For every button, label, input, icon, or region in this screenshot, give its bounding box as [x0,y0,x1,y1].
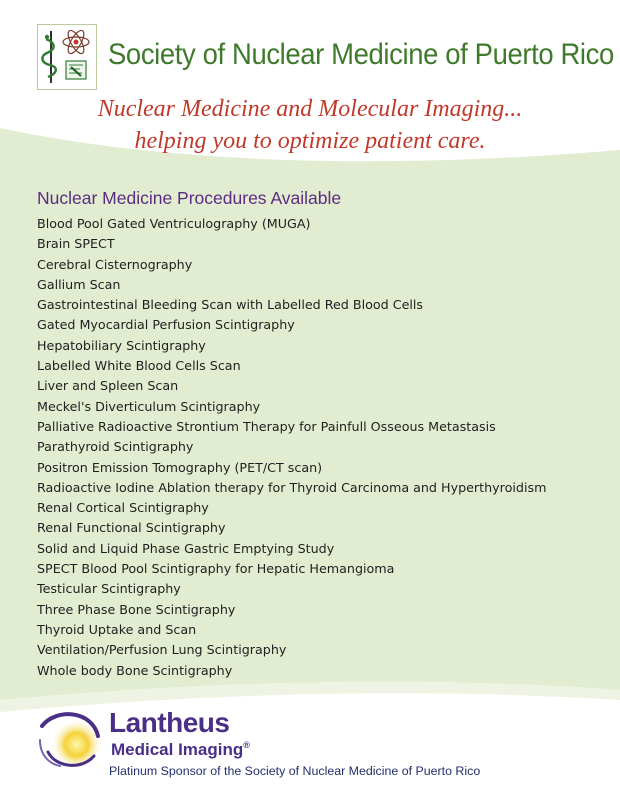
list-item: Hepatobiliary Scintigraphy [37,337,206,353]
lantheus-swirl-icon [36,706,106,772]
list-item: Gastrointestinal Bleeding Scan with Labelled Red Blood Cells [37,297,424,313]
tagline-line-1: Nuclear Medicine and Molecular Imaging... [97,96,523,122]
society-logo [37,24,97,90]
organization-title: Society of Nuclear Medicine of Puerto Rico [108,38,614,71]
list-item: Whole body Bone Scintigraphy [37,662,233,678]
sponsor-subname [111,740,250,760]
sponsor-name: Lantheus [109,707,230,738]
list-item: Testicular Scintigraphy [37,581,181,597]
list-item: Blood Pool Gated Ventriculography (MUGA) [37,216,311,231]
sponsor-statement: Platinum Sponsor of the Society of Nuclear Medicine of Puerto Rico [109,764,481,778]
list-item: Solid and Liquid Phase Gastric Emptying Study [37,540,335,556]
registered-mark: ® [243,740,250,750]
list-item: Radioactive Iodine Ablation therapy for Thyroid Carcinoma and Hyperthyroidism [37,479,547,495]
list-item: Renal Functional Scintigraphy [37,520,226,536]
list-item: Three Phase Bone Scintigraphy [37,601,236,617]
list-item: SPECT Blood Pool Scintigraphy for Hepatic Hemangioma [37,561,395,577]
caduceus-atom-icon [38,25,96,89]
tagline-line-2: helping you to optimize patient care. [134,128,486,154]
list-item: Palliative Radioactive Strontium Therapy for Painfull Osseous Metastasis [37,418,496,434]
list-item: Gated Myocardial Perfusion Scintigraphy [37,317,295,333]
list-item: Positron Emission Tomography (PET/CT scan) [37,459,323,475]
list-item: Labelled White Blood Cells Scan [37,358,241,374]
sponsor-subname-text: Medical Imaging [111,740,244,759]
list-item: Ventilation/Perfusion Lung Scintigraphy [37,642,287,658]
list-item: Meckel's Diverticulum Scintigraphy [37,398,261,414]
list-item: Liver and Spleen Scan [37,378,179,394]
list-item: Thyroid Uptake and Scan [37,621,197,637]
list-item: Brain SPECT [37,236,115,252]
procedures-heading: Nuclear Medicine Procedures Available [37,188,342,208]
list-item: Gallium Scan [37,276,121,292]
list-item: Renal Cortical Scintigraphy [37,500,209,516]
list-item: Cerebral Cisternography [37,256,193,272]
list-item: Parathyroid Scintigraphy [37,439,194,455]
procedures-list [37,214,546,681]
